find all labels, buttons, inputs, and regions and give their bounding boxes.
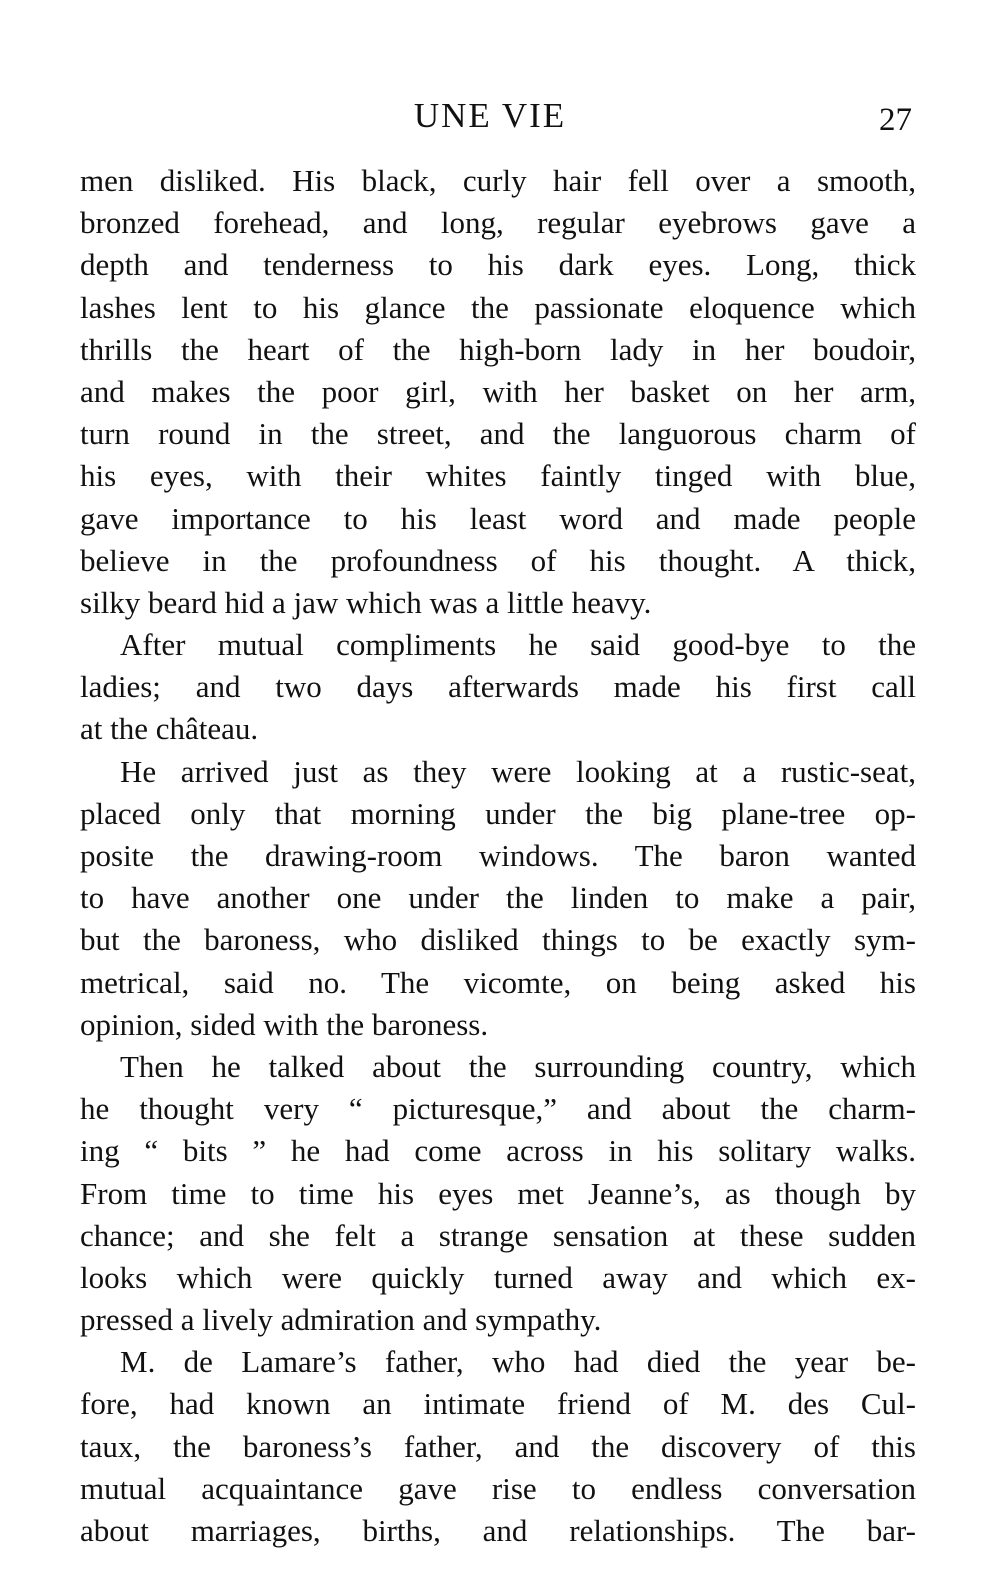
text-line: but the baroness, who disliked things to be exactly sym- <box>80 922 916 958</box>
paragraph-end-line: at the château. <box>80 711 259 747</box>
text-line: he thought very “ picturesque,” and about the charm- <box>80 1091 916 1127</box>
paragraph-start-line: He arrived just as they were looking at a rustic-seat, <box>120 753 916 789</box>
running-title: UNE VIE <box>413 96 567 135</box>
text-line: looks which were quickly turned away and which ex- <box>80 1259 916 1295</box>
text-line: depth and tenderness to his dark eyes. Long, thick <box>80 247 916 283</box>
text-line: lashes lent to his glance the passionate eloquence which <box>80 289 916 325</box>
paragraph-end-line: silky beard hid a jaw which was a little heavy. <box>80 584 652 620</box>
text-line: turn round in the street, and the languorous charm of <box>80 416 916 452</box>
page-number: 27 <box>879 102 912 138</box>
paragraph-start-line: M. de Lamare’s father, who had died the year be- <box>120 1344 916 1380</box>
running-head <box>0 94 1000 138</box>
paragraph-start-line: Then he talked about the surrounding country, which <box>120 1048 916 1084</box>
paragraph-end-line: pressed a lively admiration and sympathy. <box>80 1302 602 1338</box>
text-line: bronzed forehead, and long, regular eyebrows gave a <box>80 205 916 241</box>
text-line: about marriages, births, and relationships. The bar- <box>80 1513 916 1548</box>
text-line: posite the drawing-room windows. The baron wanted <box>80 838 916 873</box>
text-line: ladies; and two days afterwards made his first call <box>80 669 916 705</box>
text-line: chance; and she felt a strange sensation at these sudden <box>80 1217 916 1253</box>
text-line: From time to time his eyes met Jeanne’s, as though by <box>80 1175 916 1211</box>
paragraph-end-line: opinion, sided with the baroness. <box>80 1006 489 1042</box>
text-line: ing “ bits ” he had come across in his solitary walks. <box>80 1133 916 1169</box>
text-line: and makes the poor girl, with her basket on her arm, <box>80 373 916 409</box>
text-line: gave importance to his least word and made people <box>80 500 916 536</box>
text-line: taux, the baroness’s father, and the discovery of this <box>80 1428 916 1464</box>
text-line: men disliked. His black, curly hair fell over a smooth, <box>80 163 916 198</box>
text-line: thrills the heart of the high-born lady in her boudoir, <box>80 331 916 367</box>
text-line: mutual acquaintance gave rise to endless conversation <box>80 1470 916 1506</box>
text-line: his eyes, with their whites faintly tinged with blue, <box>80 458 916 494</box>
text-line: placed only that morning under the big plane-tree op- <box>80 795 916 831</box>
paragraph-start-line: After mutual compliments he said good-bye to the <box>120 627 916 663</box>
text-line: fore, had known an intimate friend of M. des Cul- <box>80 1386 916 1422</box>
text-line: metrical, said no. The vicomte, on being asked his <box>80 964 916 1000</box>
text-line: to have another one under the linden to make a pair, <box>80 880 916 916</box>
text-line: believe in the profoundness of his thought. A thick, <box>80 542 916 578</box>
body-text <box>80 160 916 1552</box>
